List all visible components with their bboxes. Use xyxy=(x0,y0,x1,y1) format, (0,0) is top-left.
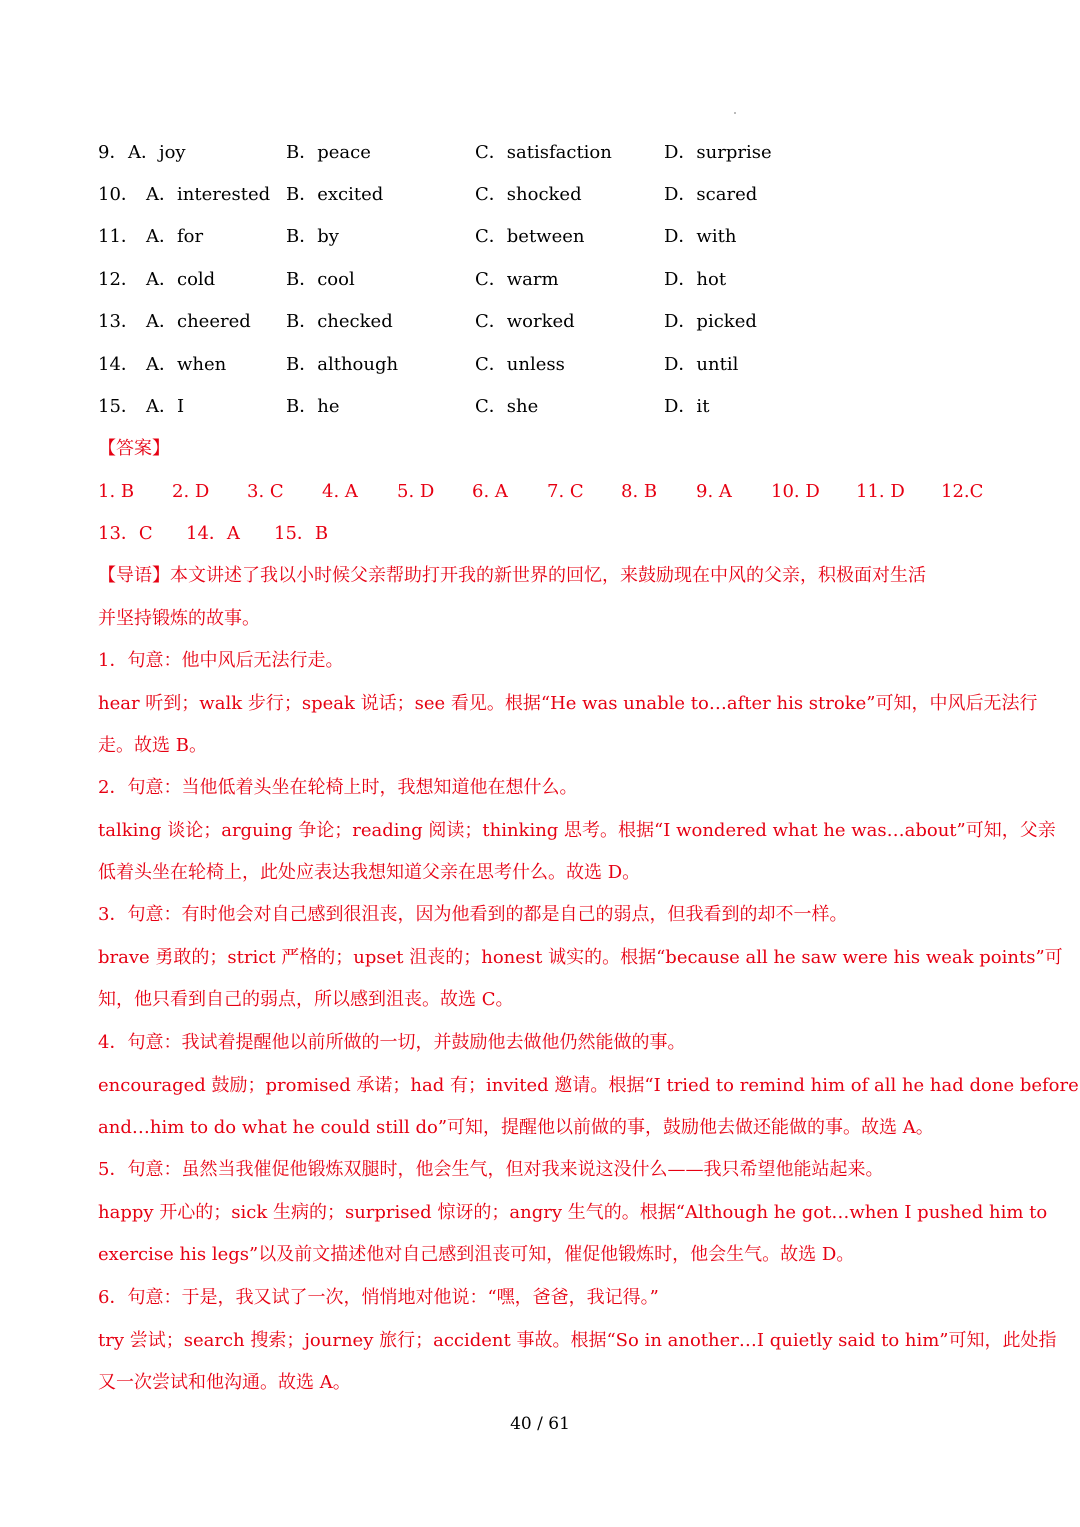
answer-item: 2. D xyxy=(172,481,210,502)
explanation-line: 走。故选 B。 xyxy=(98,735,207,756)
question-row xyxy=(98,307,898,337)
explanation-line: talking 谈论；arguing 争论；reading 阅读；thinking 思考。根据“I wondered what he was…about”可知，父亲 xyxy=(98,820,1056,841)
question-number: 13． xyxy=(98,311,139,332)
explanation-line: brave 勇敢的；strict 严格的；upset 沮丧的；honest 诚实的。根据“because all he saw were his weak points”可 xyxy=(98,947,1063,968)
option-d: D．hot xyxy=(664,269,727,290)
option-d: D．it xyxy=(664,396,710,417)
answer-item: 1. B xyxy=(98,481,135,502)
question-number: 11． xyxy=(98,226,139,247)
answer-item: 10. D xyxy=(771,481,820,502)
explanation-line: 知，他只看到自己的弱点，所以感到沮丧。故选 C。 xyxy=(98,989,514,1010)
question-row xyxy=(98,222,898,252)
option-a: A．for xyxy=(146,226,204,247)
option-b: B．excited xyxy=(286,184,384,205)
explanation-line: 又一次尝试和他沟通。故选 A。 xyxy=(98,1372,351,1393)
option-c: C．unless xyxy=(475,354,565,375)
answer-item: 5. D xyxy=(397,481,435,502)
option-b: B．by xyxy=(286,226,339,247)
answer-item: 3. C xyxy=(247,481,284,502)
question-row xyxy=(98,138,898,168)
option-a: A．cheered xyxy=(146,311,251,332)
option-a: A．I xyxy=(146,396,185,417)
page-number: 40 / 61 xyxy=(510,1414,570,1434)
option-d: D．surprise xyxy=(664,142,772,163)
option-a: A．interested xyxy=(146,184,271,205)
explanation-line: 2．句意：当他低着头坐在轮椅上时，我想知道他在想什么。 xyxy=(98,777,578,798)
explanation-line: and…him to do what he could still do”可知，提醒他以前做的事，鼓励他去做还能做的事。故选 A。 xyxy=(98,1117,934,1138)
answer-row-2 xyxy=(98,519,398,549)
answer-item: 4. A xyxy=(322,481,358,502)
question-number: 9． xyxy=(98,142,128,163)
explanation-line: try 尝试；search 搜索；journey 旅行；accident 事故。根据“So in another…I quietly said to him”可知，此处指 xyxy=(98,1330,1057,1351)
option-a: A．cold xyxy=(146,269,216,290)
answer-item: 14．A xyxy=(186,523,240,544)
option-c: C．she xyxy=(475,396,539,417)
option-b: B．checked xyxy=(286,311,393,332)
option-d: D．with xyxy=(664,226,737,247)
option-d: D．scared xyxy=(664,184,758,205)
guide-line-1: 【导语】本文讲述了我以小时候父亲帮助打开我的新世界的回忆，来鼓励现在中风的父亲，积极面对生活 xyxy=(98,565,926,586)
option-b: B．he xyxy=(286,396,340,417)
question-number: 12． xyxy=(98,269,139,290)
option-b: B．although xyxy=(286,354,399,375)
question-row xyxy=(98,265,898,295)
explanation-line: 1．句意：他中风后无法行走。 xyxy=(98,650,344,671)
question-number: 14． xyxy=(98,354,139,375)
question-row xyxy=(98,180,898,210)
option-b: B．cool xyxy=(286,269,355,290)
option-c: C．shocked xyxy=(475,184,582,205)
answer-item: 12.C xyxy=(941,481,984,502)
answer-item: 11. D xyxy=(856,481,905,502)
option-a: A．when xyxy=(146,354,227,375)
option-b: B．peace xyxy=(286,142,371,163)
answer-item: 15．B xyxy=(274,523,329,544)
option-d: D．until xyxy=(664,354,739,375)
explanation-line: 3．句意：有时他会对自己感到很沮丧，因为他看到的都是自己的弱点，但我看到的却不一样。 xyxy=(98,904,848,925)
question-number: 10． xyxy=(98,184,139,205)
explanation-line: encouraged 鼓励；promised 承诺；had 有；invited 邀请。根据“I tried to remind him of all he had done before xyxy=(98,1075,1079,1096)
answer-item: 13．C xyxy=(98,523,153,544)
explanation-line: 4．句意：我试着提醒他以前所做的一切，并鼓励他去做他仍然能做的事。 xyxy=(98,1032,686,1053)
option-c: C．warm xyxy=(475,269,559,290)
explanation-line: exercise his legs”以及前文描述他对自己感到沮丧可知，催促他锻炼时，他会生气。故选 D。 xyxy=(98,1244,855,1265)
option-d: D．picked xyxy=(664,311,757,332)
answer-item: 7. C xyxy=(547,481,584,502)
question-row xyxy=(98,350,898,380)
explanation-line: 5．句意：虽然当我催促他锻炼双腿时，他会生气，但对我来说这没什么——我只希望他能站起来。 xyxy=(98,1159,884,1180)
scan-dot xyxy=(734,112,736,114)
explanation-line: 6．句意：于是，我又试了一次，悄悄地对他说：“嘿，爸爸，我记得。” xyxy=(98,1287,659,1308)
answer-item: 6. A xyxy=(472,481,508,502)
question-row xyxy=(98,392,898,422)
explanation-line: happy 开心的；sick 生病的；surprised 惊讶的；angry 生气的。根据“Although he got…when I pushed him to xyxy=(98,1202,1048,1223)
option-c: C．worked xyxy=(475,311,575,332)
option-c: C．between xyxy=(475,226,585,247)
answer-item: 9. A xyxy=(696,481,732,502)
explanation-line: hear 听到；walk 步行；speak 说话；see 看见。根据“He was unable to…after his stroke”可知，中风后无法行 xyxy=(98,693,1038,714)
question-number: 15． xyxy=(98,396,139,417)
answer-row-1 xyxy=(98,477,988,507)
answer-item: 8. B xyxy=(621,481,658,502)
option-a: A．joy xyxy=(128,142,186,163)
guide-line-2: 并坚持锻炼的故事。 xyxy=(98,608,260,629)
option-c: C．satisfaction xyxy=(475,142,612,163)
explanation-line: 低着头坐在轮椅上，此处应表达我想知道父亲在思考什么。故选 D。 xyxy=(98,862,641,883)
answer-heading: 【答案】 xyxy=(98,438,170,459)
